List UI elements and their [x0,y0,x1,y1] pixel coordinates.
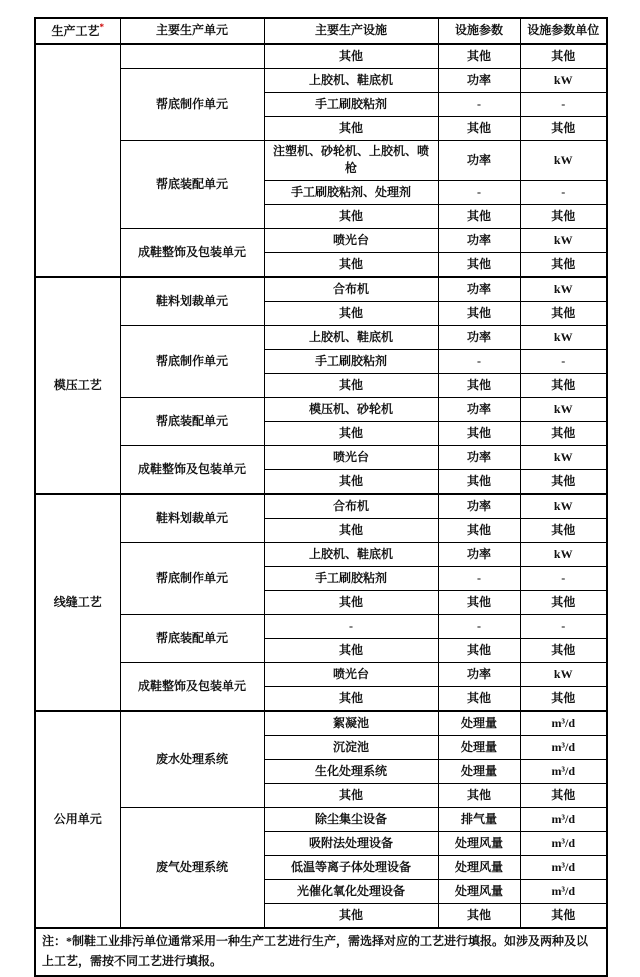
facility-cell: 其他 [264,204,438,228]
param-unit-cell: - [520,93,607,117]
facility-cell: 合布机 [264,494,438,519]
facility-cell: 手工刷胶粘剂 [264,93,438,117]
unit-cell: 废水处理系统 [120,711,264,808]
param-cell: 其他 [438,117,520,141]
param-cell: 处理风量 [438,831,520,855]
param-cell: 其他 [438,686,520,711]
facility-cell: 絮凝池 [264,711,438,736]
table-header [35,18,607,44]
param-cell: 其他 [438,783,520,807]
table-footer [35,928,607,977]
param-cell: - [438,566,520,590]
param-unit-cell: 其他 [520,44,607,69]
unit-cell: 帮底制作单元 [120,69,264,141]
param-cell: 功率 [438,325,520,349]
param-cell: - [438,180,520,204]
param-cell: - [438,349,520,373]
unit-cell: 帮底装配单元 [120,397,264,445]
param-cell: - [438,93,520,117]
facility-cell: 注塑机、砂轮机、上胶机、喷枪 [264,141,438,181]
column-header: 设施参数 [438,18,520,44]
unit-cell: 帮底制作单元 [120,325,264,397]
process-facility-table [34,17,608,977]
footnote-text: 制鞋工业排污单位通常采用一种生产工艺进行生产，需选择对应的工艺进行填报。如涉及两种及以上工艺，需按不同工艺进行填报。 [42,933,589,968]
unit-cell: 成鞋整饰及包装单元 [120,228,264,277]
table-row [35,325,607,349]
unit-cell: 帮底装配单元 [120,614,264,662]
param-unit-cell: 其他 [520,686,607,711]
unit-cell: 鞋料划裁单元 [120,494,264,543]
param-unit-cell: m³/d [520,759,607,783]
param-cell: 其他 [438,903,520,928]
facility-cell: 喷光台 [264,662,438,686]
facility-cell: 其他 [264,252,438,277]
facility-cell: 其他 [264,686,438,711]
table-body [35,44,607,928]
param-unit-cell: m³/d [520,855,607,879]
param-unit-cell: kW [520,69,607,93]
table-row [35,614,607,638]
facility-cell: 其他 [264,117,438,141]
param-cell: 其他 [438,638,520,662]
column-header: 生产工艺* [35,18,120,44]
param-unit-cell: kW [520,277,607,302]
param-unit-cell: 其他 [520,638,607,662]
param-cell: 功率 [438,542,520,566]
param-cell: 功率 [438,141,520,181]
param-unit-cell: m³/d [520,807,607,831]
facility-cell: 合布机 [264,277,438,302]
param-cell: 其他 [438,518,520,542]
param-unit-cell: - [520,180,607,204]
facility-cell: 上胶机、鞋底机 [264,325,438,349]
param-unit-cell: kW [520,141,607,181]
facility-cell: 其他 [264,373,438,397]
table-row [35,711,607,736]
param-unit-cell: kW [520,397,607,421]
column-header: 设施参数单位 [520,18,607,44]
param-unit-cell: m³/d [520,711,607,736]
param-cell: 功率 [438,277,520,302]
param-unit-cell: kW [520,325,607,349]
param-unit-cell: 其他 [520,518,607,542]
facility-cell: 手工刷胶粘剂、处理剂 [264,180,438,204]
facility-cell: 其他 [264,783,438,807]
param-cell: 处理量 [438,711,520,736]
param-cell: 其他 [438,373,520,397]
param-cell: 功率 [438,397,520,421]
process-cell [35,44,120,277]
table-row [35,44,607,69]
facility-cell: 沉淀池 [264,735,438,759]
param-unit-cell: kW [520,542,607,566]
param-unit-cell: m³/d [520,735,607,759]
param-unit-cell: kW [520,494,607,519]
param-unit-cell: 其他 [520,117,607,141]
table-row [35,542,607,566]
process-cell: 公用单元 [35,711,120,928]
param-unit-cell: kW [520,662,607,686]
param-unit-cell: 其他 [520,204,607,228]
facility-cell: 光催化氧化处理设备 [264,879,438,903]
facility-cell: 模压机、砂轮机 [264,397,438,421]
unit-cell: 鞋料划裁单元 [120,277,264,326]
header-row [35,18,607,44]
table-row [35,445,607,469]
param-unit-cell: - [520,566,607,590]
facility-cell: 喷光台 [264,445,438,469]
unit-cell: 废气处理系统 [120,807,264,928]
required-mark: * [99,22,104,33]
table-row [35,228,607,252]
param-cell: 排气量 [438,807,520,831]
unit-cell: 成鞋整饰及包装单元 [120,445,264,494]
param-cell: 处理风量 [438,879,520,903]
unit-cell: 帮底制作单元 [120,542,264,614]
param-unit-cell: 其他 [520,903,607,928]
param-cell: 功率 [438,445,520,469]
facility-cell: 手工刷胶粘剂 [264,349,438,373]
facility-cell: 其他 [264,44,438,69]
facility-cell: - [264,614,438,638]
param-unit-cell: 其他 [520,301,607,325]
facility-cell: 手工刷胶粘剂 [264,566,438,590]
param-unit-cell: 其他 [520,590,607,614]
param-unit-cell: 其他 [520,421,607,445]
param-unit-cell: 其他 [520,252,607,277]
table-row [35,277,607,302]
param-cell: - [438,614,520,638]
param-cell: 功率 [438,662,520,686]
param-unit-cell: kW [520,228,607,252]
process-cell: 模压工艺 [35,277,120,494]
param-cell: 其他 [438,469,520,494]
footnote-mark: * [66,933,73,948]
param-unit-cell: kW [520,445,607,469]
table-row [35,662,607,686]
param-cell: 其他 [438,301,520,325]
param-unit-cell: m³/d [520,879,607,903]
facility-cell: 其他 [264,301,438,325]
table-row [35,807,607,831]
param-cell: 处理风量 [438,855,520,879]
param-cell: 其他 [438,44,520,69]
facility-cell: 低温等离子体处理设备 [264,855,438,879]
facility-cell: 其他 [264,518,438,542]
process-cell: 线缝工艺 [35,494,120,711]
facility-cell: 上胶机、鞋底机 [264,69,438,93]
facility-cell: 上胶机、鞋底机 [264,542,438,566]
param-unit-cell: 其他 [520,373,607,397]
facility-cell: 其他 [264,590,438,614]
param-unit-cell: 其他 [520,469,607,494]
param-cell: 其他 [438,204,520,228]
facility-cell: 其他 [264,638,438,662]
column-header: 主要生产单元 [120,18,264,44]
unit-cell [120,44,264,69]
facility-cell: 吸附法处理设备 [264,831,438,855]
facility-cell: 喷光台 [264,228,438,252]
footnote [35,928,607,977]
table-row [35,397,607,421]
facility-cell: 除尘集尘设备 [264,807,438,831]
facility-cell: 其他 [264,469,438,494]
param-cell: 功率 [438,69,520,93]
column-header: 主要生产设施 [264,18,438,44]
facility-cell: 生化处理系统 [264,759,438,783]
table-row [35,69,607,93]
unit-cell: 帮底装配单元 [120,141,264,229]
param-unit-cell: m³/d [520,831,607,855]
param-cell: 处理量 [438,759,520,783]
param-cell: 其他 [438,421,520,445]
table-row [35,494,607,519]
table-row [35,141,607,181]
facility-cell: 其他 [264,421,438,445]
param-cell: 处理量 [438,735,520,759]
param-cell: 功率 [438,494,520,519]
unit-cell: 成鞋整饰及包装单元 [120,662,264,711]
note-row [35,928,607,977]
param-cell: 功率 [438,228,520,252]
param-unit-cell: 其他 [520,783,607,807]
facility-cell: 其他 [264,903,438,928]
footnote-prefix: 注： [42,933,67,948]
param-cell: 其他 [438,590,520,614]
param-unit-cell: - [520,349,607,373]
param-unit-cell: - [520,614,607,638]
param-cell: 其他 [438,252,520,277]
